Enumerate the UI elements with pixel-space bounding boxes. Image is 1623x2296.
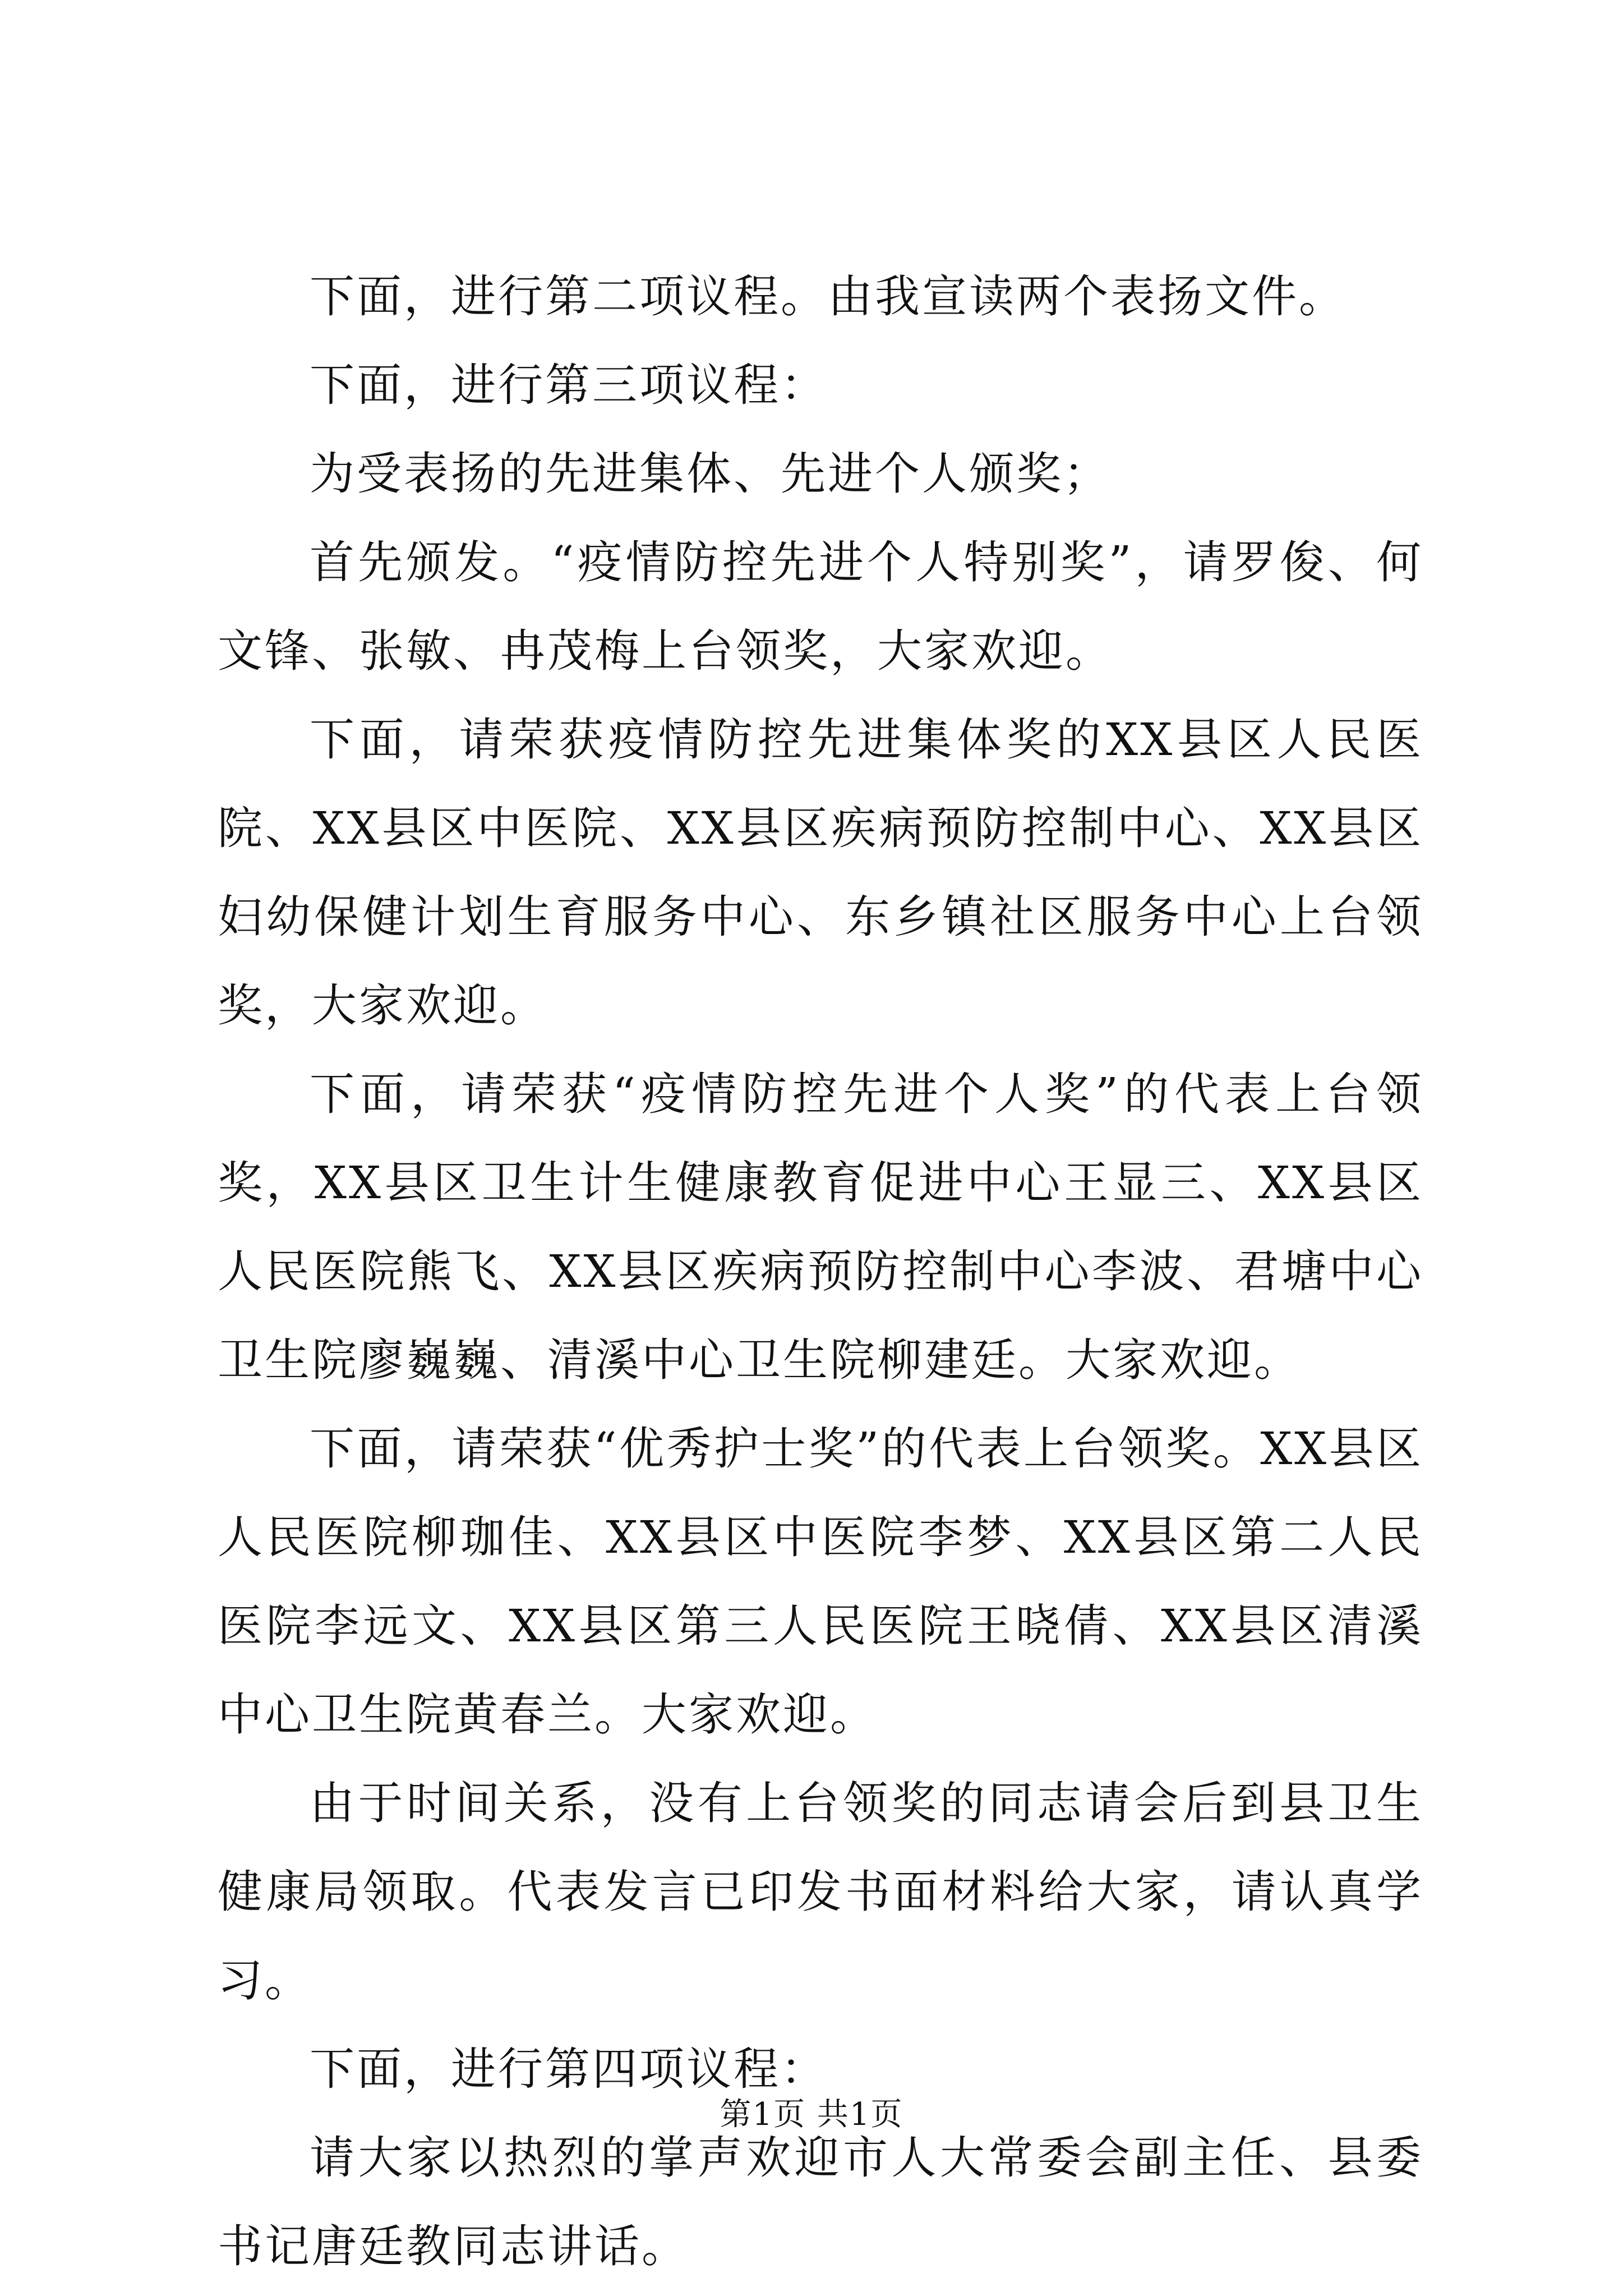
- paragraph-9: 下面，进行第四项议程：: [310, 2043, 828, 2095]
- paragraph-7: 下面，请荣获“优秀护士奖”的代表上台领奖。XX县区人民医院柳珈佳、XX县区中医院李梦、XX县区第二人民医院李远文、XX县区第三人民医院王晓倩、XX县区清溪中心卫生院黄春兰。大家欢迎。: [218, 1423, 1423, 1741]
- page-number-footer: 第1页 共1页: [720, 2096, 903, 2133]
- paragraph-8: 由于时间关系，没有上台领奖的同志请会后到县卫生健康局领取。代表发言已印发书面材料给大家，请认真学习。: [218, 1777, 1423, 2007]
- paragraph-4: 首先颁发。“疫情防控先进个人特别奖”，请罗俊、何文锋、张敏、冉茂梅上台领奖，大家欢迎。: [218, 536, 1423, 677]
- paragraph-3: 为受表扬的先进集体、先进个人颁奖；: [310, 448, 1110, 500]
- paragraph-2: 下面，进行第三项议程：: [310, 359, 828, 411]
- paragraph-5: 下面，请荣获疫情防控先进集体奖的XX县区人民医院、XX县区中医院、XX县区疾病预防控制中心、XX县区妇幼保健计划生育服务中心、东乡镇社区服务中心上台领奖，大家欢迎。: [218, 714, 1423, 1032]
- document-body: [218, 252, 1423, 2291]
- paragraph-10: 请大家以热烈的掌声欢迎市人大常委会副主任、县委书记唐廷教同志讲话。: [218, 2132, 1423, 2272]
- paragraph-1: 下面，进行第二项议程。由我宣读两个表扬文件。: [310, 270, 1346, 323]
- paragraph-6: 下面，请荣获“疫情防控先进个人奖”的代表上台领奖，XX县区卫生计生健康教育促进中心王显三、XX县区人民医院熊飞、XX县区疾病预防控制中心李波、君塘中心卫生院廖巍巍、清溪中心卫生院柳建廷。大家欢迎。: [218, 1068, 1423, 1386]
